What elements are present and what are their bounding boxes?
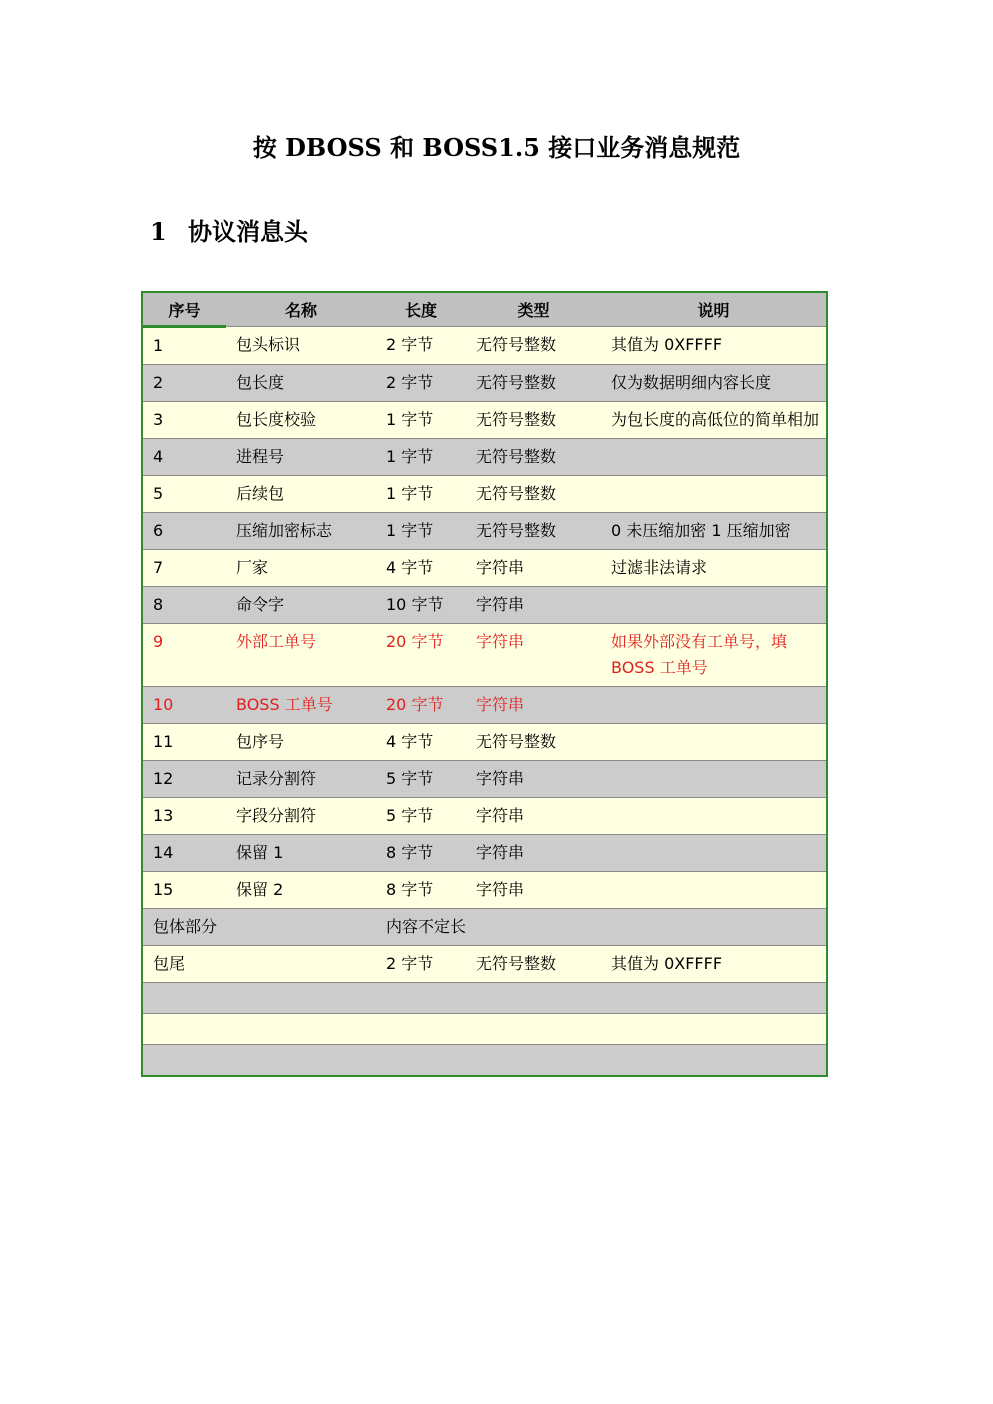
cell-description: 其值为 0XFFFF [601,327,827,365]
cell-length: 2 字节 [376,365,466,402]
cell-index [142,1014,226,1045]
cell-index: 2 [142,365,226,402]
cell-type: 无符号整数 [466,946,601,983]
table-row [142,513,827,550]
cell-type: 无符号整数 [466,365,601,402]
cell-length [376,1014,466,1045]
cell-index: 包体部分 [142,909,226,946]
cell-description [601,835,827,872]
table-body [142,327,827,1077]
cell-name: 保留 2 [226,872,376,909]
table-row [142,946,827,983]
cell-length: 1 字节 [376,513,466,550]
cell-description [601,872,827,909]
cell-type: 无符号整数 [466,476,601,513]
table-row [142,550,827,587]
document-title: 按 DBOSS 和 BOSS1.5 接口业务消息规范 [252,133,741,162]
cell-name: 包序号 [226,724,376,761]
table-row [142,724,827,761]
cell-index: 13 [142,798,226,835]
cell-type: 字符串 [466,798,601,835]
cell-length: 20 字节 [376,687,466,724]
cell-type [466,1045,601,1077]
cell-type: 无符号整数 [466,724,601,761]
cell-length: 20 字节 [376,624,466,687]
table-row [142,909,827,946]
column-header-index: 序号 [142,292,226,327]
cell-name: 包头标识 [226,327,376,365]
cell-name: 进程号 [226,439,376,476]
cell-description [601,687,827,724]
cell-type: 无符号整数 [466,439,601,476]
cell-description [601,1045,827,1077]
table-row [142,587,827,624]
cell-length: 1 字节 [376,439,466,476]
cell-type [466,909,601,946]
cell-name [226,1045,376,1077]
cell-index: 10 [142,687,226,724]
cell-description [601,909,827,946]
cell-description [601,798,827,835]
table-row [142,327,827,365]
cell-length: 4 字节 [376,550,466,587]
table-row [142,439,827,476]
table-row [142,687,827,724]
table-header-row [142,292,827,327]
cell-length: 2 字节 [376,946,466,983]
cell-type: 无符号整数 [466,402,601,439]
column-header-name: 名称 [226,292,376,327]
cell-type: 无符号整数 [466,513,601,550]
table-row [142,983,827,1014]
cell-type [466,983,601,1014]
cell-length: 1 字节 [376,402,466,439]
cell-index: 11 [142,724,226,761]
cell-description [601,1014,827,1045]
cell-type: 字符串 [466,761,601,798]
column-header-type: 类型 [466,292,601,327]
cell-index: 15 [142,872,226,909]
table-row [142,1045,827,1077]
cell-type: 字符串 [466,587,601,624]
cell-index [142,1045,226,1077]
table-row [142,872,827,909]
cell-name: 后续包 [226,476,376,513]
cell-description [601,724,827,761]
cell-index: 5 [142,476,226,513]
cell-name: 外部工单号 [226,624,376,687]
table-row [142,476,827,513]
cell-type: 字符串 [466,835,601,872]
cell-type: 字符串 [466,550,601,587]
cell-index: 4 [142,439,226,476]
cell-length: 2 字节 [376,327,466,365]
cell-index: 1 [142,327,226,365]
cell-length: 4 字节 [376,724,466,761]
cell-name: 命令字 [226,587,376,624]
section-number: 1 [150,217,167,246]
cell-name [226,946,376,983]
cell-description [601,983,827,1014]
cell-description: 为包长度的高低位的简单相加 [601,402,827,439]
cell-name: 保留 1 [226,835,376,872]
cell-description: 仅为数据明细内容长度 [601,365,827,402]
cell-index: 12 [142,761,226,798]
cell-name: 厂家 [226,550,376,587]
cell-length: 1 字节 [376,476,466,513]
cell-name: 记录分割符 [226,761,376,798]
cell-type: 字符串 [466,687,601,724]
cell-length [376,1045,466,1077]
cell-length: 8 字节 [376,872,466,909]
cell-index: 14 [142,835,226,872]
cell-type: 字符串 [466,872,601,909]
cell-index: 8 [142,587,226,624]
table-row [142,798,827,835]
cell-name: 字段分割符 [226,798,376,835]
cell-name: 包长度校验 [226,402,376,439]
cell-length: 内容不定长 [376,909,466,946]
cell-name: 包长度 [226,365,376,402]
cell-description: 过滤非法请求 [601,550,827,587]
cell-index [142,983,226,1014]
cell-description: 如果外部没有工单号，填 BOSS 工单号 [601,624,827,687]
cell-index: 9 [142,624,226,687]
cell-index: 7 [142,550,226,587]
cell-length: 5 字节 [376,798,466,835]
cell-length: 8 字节 [376,835,466,872]
cell-description: 其值为 0XFFFF [601,946,827,983]
cell-index: 包尾 [142,946,226,983]
cell-index: 3 [142,402,226,439]
table-row [142,624,827,687]
cell-name: BOSS 工单号 [226,687,376,724]
cell-name [226,1014,376,1045]
cell-description [601,476,827,513]
protocol-header-table [141,291,828,1077]
cell-type: 无符号整数 [466,327,601,365]
table-row [142,402,827,439]
section-title: 协议消息头 [188,217,308,246]
table-row [142,761,827,798]
cell-index: 6 [142,513,226,550]
cell-length [376,983,466,1014]
cell-description [601,587,827,624]
cell-length: 5 字节 [376,761,466,798]
table-row [142,365,827,402]
cell-description [601,439,827,476]
column-header-length: 长度 [376,292,466,327]
cell-description [601,761,827,798]
cell-name [226,983,376,1014]
cell-description: 0 未压缩加密 1 压缩加密 [601,513,827,550]
section-heading [150,214,308,250]
column-header-description: 说明 [601,292,827,327]
cell-type: 字符串 [466,624,601,687]
cell-length: 10 字节 [376,587,466,624]
table-row [142,1014,827,1045]
cell-name [226,909,376,946]
cell-name: 压缩加密标志 [226,513,376,550]
cell-type [466,1014,601,1045]
table-row [142,835,827,872]
